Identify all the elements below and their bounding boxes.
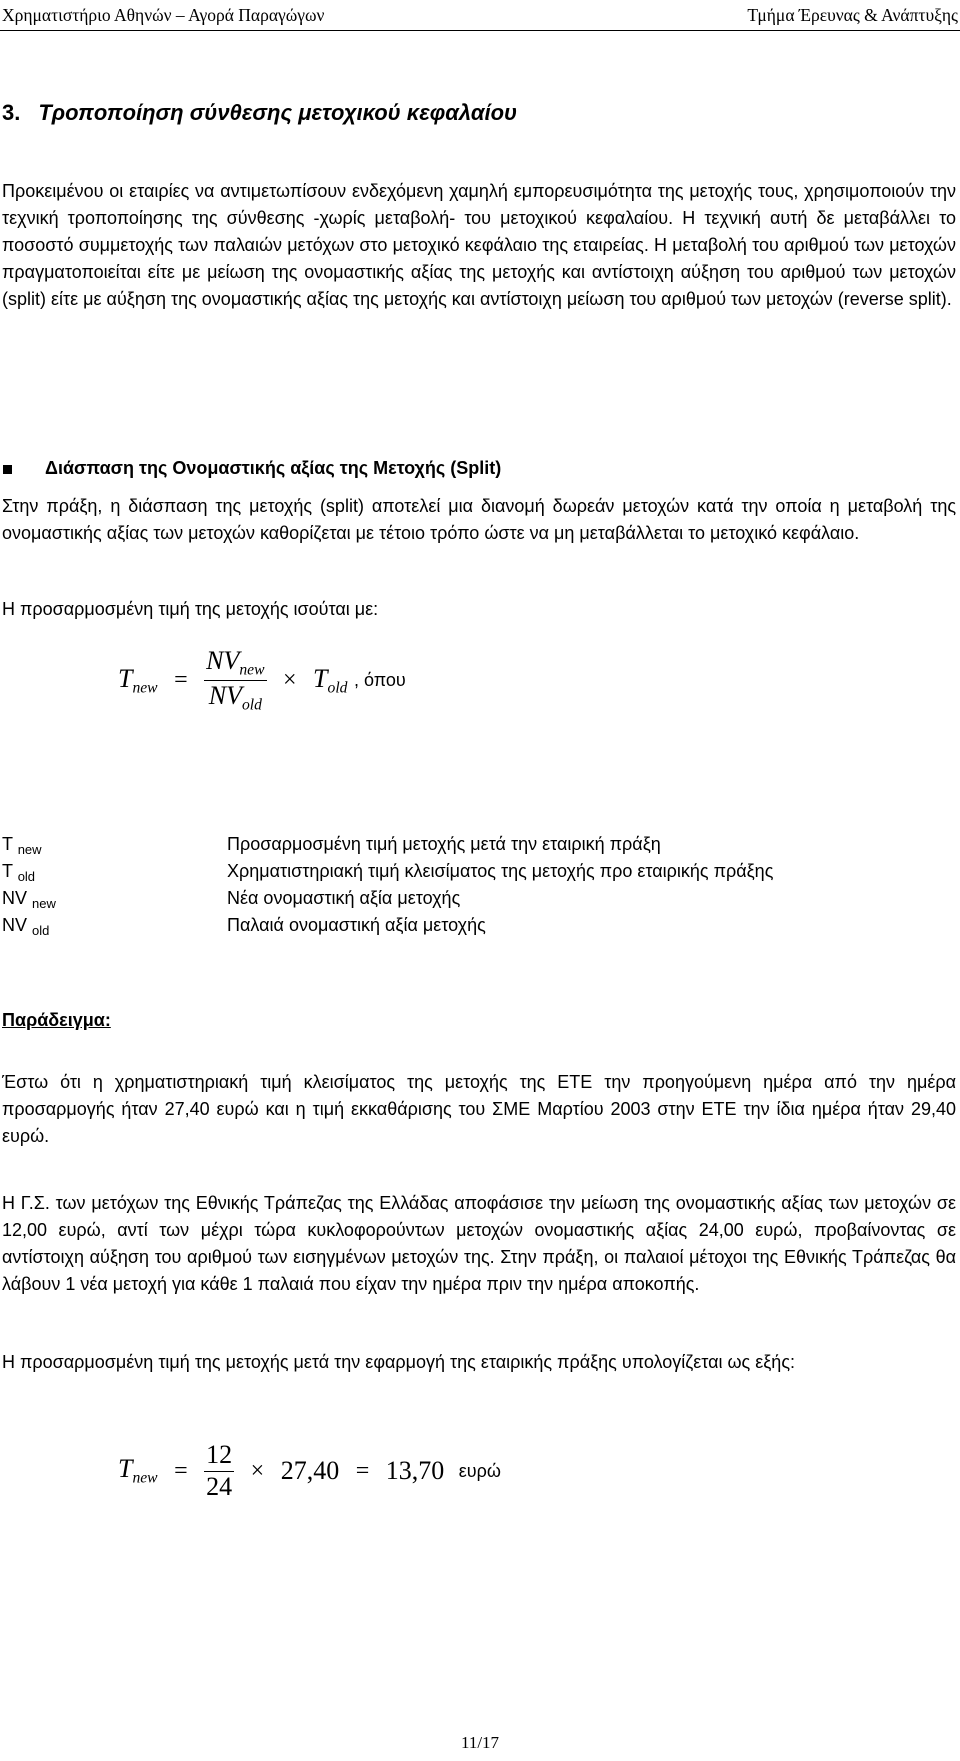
adjusted-intro (2, 596, 956, 623)
calc-equals-2: = (355, 1457, 370, 1484)
section-title (2, 100, 517, 126)
formula-nv-den: NV (208, 681, 242, 711)
split-text: Στην πράξη, η διάσπαση της μετοχής (split) αποτελεί μια διανομή δωρεάν μετοχών κατά την οποία η μεταβολή της ονομαστικής αξίας των μετοχών καθορίζεται με τέτοιο τρόπο ώστε να μη μεταβάλλεται το μετοχικό κεφάλαιο. (2, 496, 956, 543)
formula-new-sub: new (132, 679, 158, 697)
formula-nv-den-sub: old (241, 696, 262, 714)
formula-equals: = (174, 666, 188, 693)
calc-t: T (118, 1454, 133, 1484)
example-text-2: Η Γ.Σ. των μετόχων της Εθνικής Τράπεζας της Ελλάδας αποφάσισε την μείωση της ονομαστικής αξίας των μετοχών σε 12,00 ευρώ, αντί των μέχρι τώρα κυκλοφορούντων μετοχών ονομαστικής αξίας 24,00 ευρώ, προβαίνοντας σε αντίστοιχη αύξηση του αριθμού των εισηγμένων μετοχών της. Στην πράξη, οι παλαιοί μέτοχοι της Εθνικής Τράπεζας θα λάβουν 1 νέα μετοχή για κάθε 1 παλαιά που είχαν την ημέρα πριν την ημέρα αποκοπής. (2, 1193, 956, 1294)
definition-description: Νέα ονομαστική αξία μετοχής (227, 888, 461, 908)
definition-symbol: T (2, 834, 13, 854)
definition-subscript: new (17, 842, 42, 857)
formula-nv-num: NV (206, 646, 240, 675)
definition-symbol: NV (2, 888, 28, 908)
bullet-square-icon (3, 465, 12, 474)
adjusted-price-formula (118, 646, 406, 715)
calc-result: 13,70 (385, 1456, 445, 1485)
example-paragraph-3 (2, 1349, 956, 1376)
formula-t-old: T (313, 663, 328, 693)
definition-description: Παλαιά ονομαστική αξία μετοχής (227, 915, 486, 935)
formula-suffix: , όπου (353, 669, 406, 690)
calc-times: × (250, 1457, 265, 1484)
formula-nv-num-sub: new (239, 661, 265, 679)
example-paragraph-2 (2, 1190, 956, 1298)
intro-text: Προκειμένου οι εταιρίες να αντιμετωπίσουν ενδεχόμενη χαμηλή εμπορευσιμότητα της μετοχής τους, χρησιμοποιούν την τεχνική τροποποίησης της σύνθεσης -χωρίς μεταβολή- του μετοχικού κεφαλαίου. Η τεχνική αυτή δε μεταβάλλει το ποσοστό συμμετοχής των παλαιών μετόχων στο μετοχικό κεφάλαιο της εταιρείας. Η μεταβολή του αριθμού των μετοχών πραγματοποιείται είτε με μείωση της ονομαστικής αξίας της μετοχής και αντίστοιχη αύξηση του αριθμού των μετοχών (split) είτε με αύξηση της ονομαστικής αξίας της μετοχής και αντίστοιχη μείωση του αριθμού των μετοχών (reverse split). (2, 181, 956, 309)
page-number: 11/17 (460, 1733, 500, 1752)
subheading: Διάσπαση της Ονομαστικής αξίας της Μετοχής (Split) (45, 458, 502, 478)
split-paragraph (2, 493, 956, 547)
example-text-3: Η προσαρμοσμένη τιμή της μετοχής μετά την εφαρμογή της εταιρικής πράξης υπολογίζεται ως εξής: (2, 1352, 795, 1372)
calc-value: 27,40 (280, 1456, 340, 1485)
section-number: 3. (2, 100, 21, 125)
formula-fraction (204, 646, 266, 715)
calc-numerator: 12 (204, 1440, 234, 1472)
calc-unit: ευρώ (458, 1460, 501, 1481)
header-right: Τμήμα Έρευνας & Ανάπτυξης (747, 5, 958, 25)
calc-denominator: 24 (206, 1472, 233, 1501)
formula-old-sub: old (327, 679, 348, 697)
definition-symbol: T (2, 861, 13, 881)
calc-fraction (204, 1440, 234, 1502)
definition-symbol: NV (2, 915, 28, 935)
calc-new-sub: new (132, 1469, 158, 1487)
definition-subscript: old (17, 869, 36, 884)
adjusted-intro-text: Η προσαρμοσμένη τιμή της μετοχής ισούται με: (2, 599, 379, 619)
example-text-1: Έστω ότι η χρηματιστηριακή τιμή κλεισίματος της μετοχής της ΕΤΕ την προηγούμενη ημέρα από την ημέρα προσαρμογής ήταν 27,40 ευρώ και η τιμή εκκαθάρισης του ΣΜΕ Μαρτίου 2003 στην ΕΤΕ την ίδια ημέρα ήταν 29,40 ευρώ. (2, 1072, 956, 1146)
example-title: Παράδειγμα: (2, 1010, 111, 1030)
page-header (0, 0, 960, 31)
formula-times: × (283, 666, 297, 693)
section-title-text: Τροποποίηση σύνθεσης μετοχικού κεφαλαίου (38, 100, 518, 125)
definition-subscript: new (32, 896, 56, 911)
calculation-formula (118, 1440, 501, 1502)
header-left: Χρηματιστήριο Αθηνών – Αγορά Παραγώγων (2, 5, 325, 25)
intro-paragraph (2, 178, 956, 313)
definition-description: Χρηματιστηριακή τιμή κλεισίματος της μετοχής προ εταιρικής πράξης (227, 861, 774, 881)
definition-subscript: old (32, 923, 50, 938)
formula-t: T (118, 663, 133, 693)
definition-description: Προσαρμοσμένη τιμή μετοχής μετά την εταιρική πράξη (227, 834, 661, 854)
example-paragraph-1 (2, 1069, 956, 1150)
calc-equals: = (174, 1457, 188, 1484)
